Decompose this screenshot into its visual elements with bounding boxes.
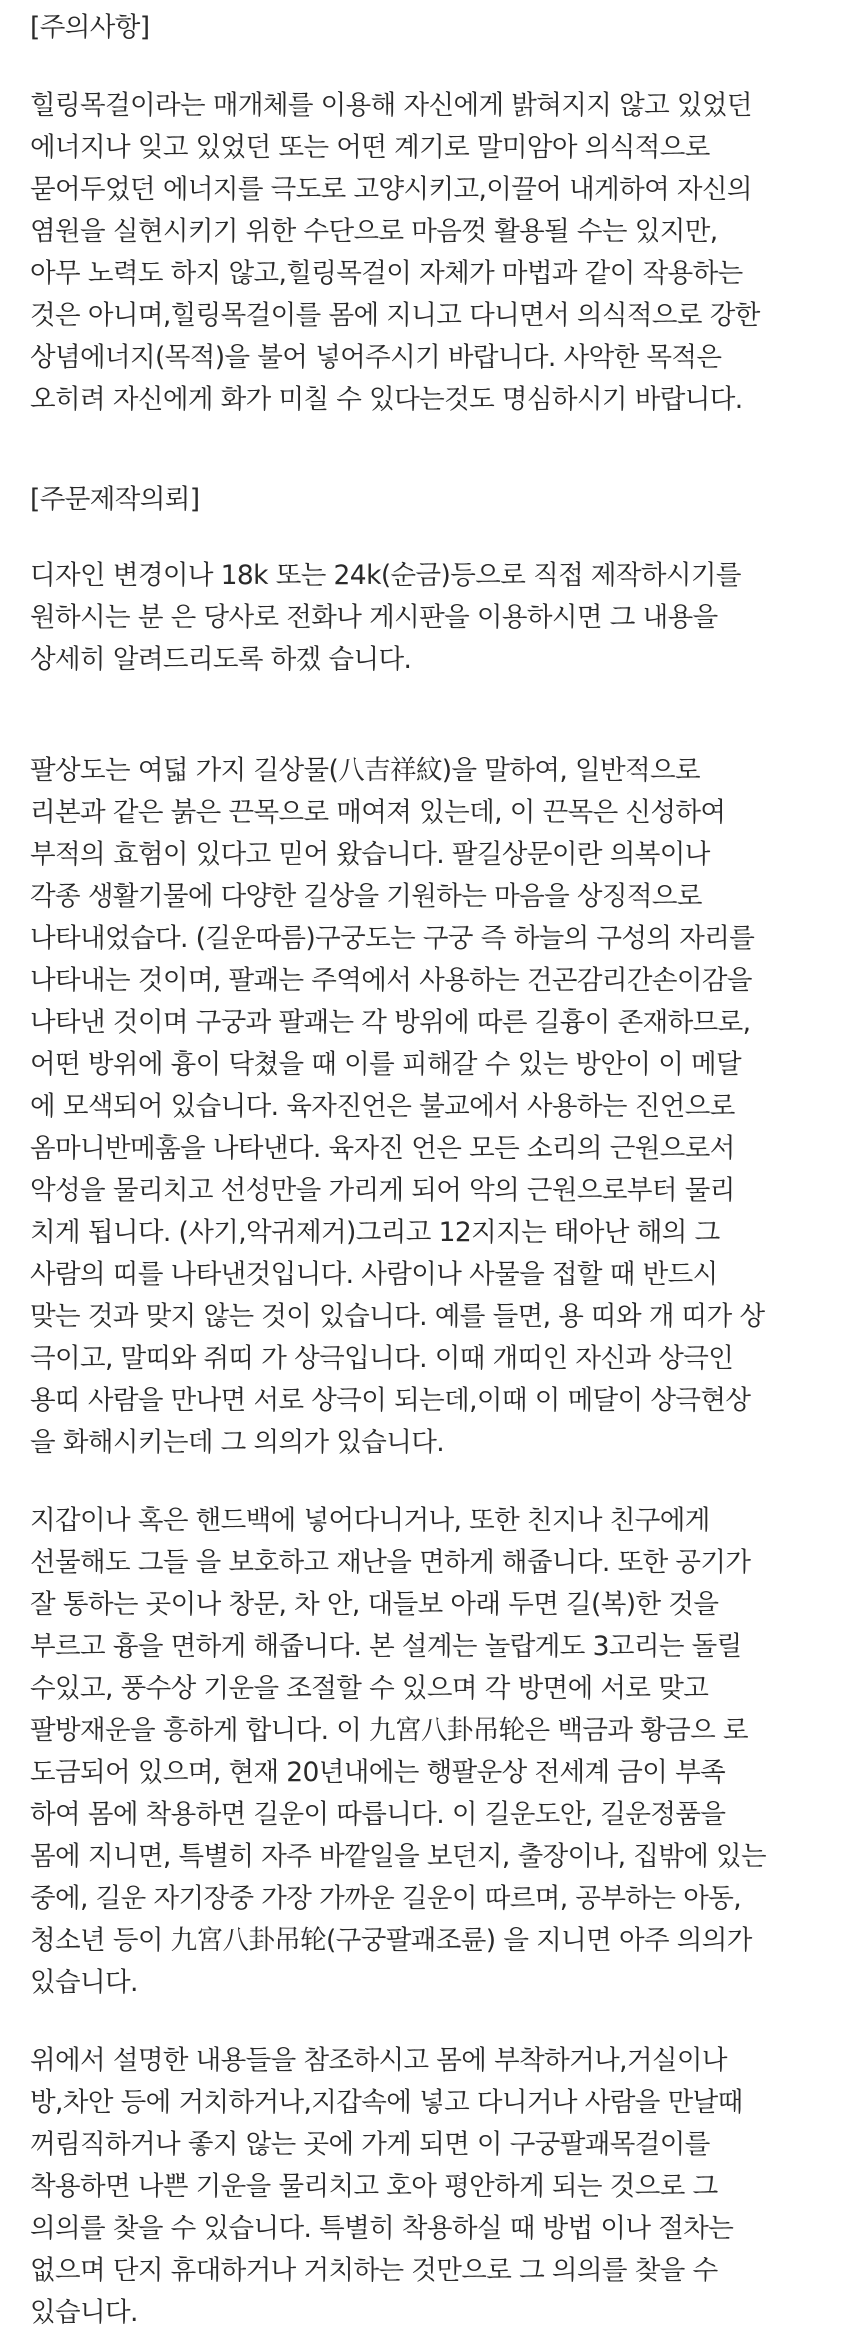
palsangdo-line: 에 모색되어 있습니다. 육자진언은 불교에서 사용하는 진언으로: [30, 1091, 735, 1122]
wallet-line: 있습니다.: [30, 1967, 138, 1998]
palsangdo-line: 치게 됩니다. (사기,악귀제거)그리고 12지지는 태아난 해의 그: [30, 1217, 720, 1248]
wallet-line: 지갑이나 혹은 핸드백에 넣어다니거나, 또한 친지나 친구에게: [30, 1505, 710, 1536]
caution-line: 염원을 실현시키기 위한 수단으로 마음껏 활용될 수는 있지만,: [30, 216, 718, 247]
palsangdo-line: 악성을 물리치고 선성만을 가리게 되어 악의 근원으로부터 물리: [30, 1175, 735, 1206]
usage-line: 방,차안 등에 거치하거나,지갑속에 넣고 다니거나 사람을 만날때: [30, 2087, 743, 2118]
caution-line: 묻어두었던 에너지를 극도로 고양시키고,이끌어 내게하여 자신의: [30, 174, 752, 205]
caution-line: 오히려 자신에게 화가 미칠 수 있다는것도 명심하시기 바랍니다.: [30, 384, 743, 415]
palsangdo-line: 어떤 방위에 흉이 닥쳤을 때 이를 피해갈 수 있는 방안이 이 메달: [30, 1049, 742, 1080]
palsangdo-line: 나타낸 것이며 구궁과 팔괘는 각 방위에 따른 길흉이 존재하므로,: [30, 1007, 751, 1038]
wallet-line: 중에, 길운 자기장중 가장 가까운 길운이 따르며, 공부하는 아동,: [30, 1883, 742, 1914]
wallet-line: 도금되어 있으며, 현재 20년내에는 행팔운상 전세계 금이 부족: [30, 1757, 726, 1788]
palsangdo-line: 옴마니반메훔을 나타낸다. 육자진 언은 모든 소리의 근원으로서: [30, 1133, 735, 1164]
custom-order-line: 상세히 알려드리도록 하겠 습니다.: [30, 644, 412, 675]
usage-line: 없으며 단지 휴대하거나 거치하는 것만으로 그 의의를 찾을 수: [30, 2255, 718, 2286]
caution-heading: [주의사항]: [30, 12, 150, 43]
wallet-line: 선물해도 그들 을 보호하고 재난을 면하게 해줍니다. 또한 공기가: [30, 1547, 751, 1578]
palsangdo-line: 나타내는 것이며, 팔괘는 주역에서 사용하는 건곤감리간손이감을: [30, 965, 752, 996]
palsangdo-line: 극이고, 말띠와 쥐띠 가 상극입니다. 이때 개띠인 자신과 상극인: [30, 1343, 734, 1374]
wallet-line: 수있고, 풍수상 기운을 조절할 수 있으며 각 방면에 서로 맞고: [30, 1673, 709, 1704]
palsangdo-line: 나타내었습다. (길운따름)구궁도는 구궁 즉 하늘의 구성의 자리를: [30, 923, 755, 954]
wallet-line: 잘 통하는 곳이나 창문, 차 안, 대들보 아래 두면 길(복)한 것을: [30, 1589, 719, 1620]
palsangdo-line: 용띠 사람을 만나면 서로 상극이 되는데,이때 이 메달이 상극현상: [30, 1385, 751, 1416]
wallet-line: 청소년 등이 九宮八卦吊轮(구궁팔괘조륜) 을 지니면 아주 의의가: [30, 1925, 752, 1956]
palsangdo-line: 맞는 것과 맞지 않는 것이 있습니다. 예를 들면, 용 띠와 개 띠가 상: [30, 1301, 765, 1332]
palsangdo-line: 을 화해시키는데 그 의의가 있습니다.: [30, 1427, 445, 1458]
caution-line: 에너지나 잊고 있었던 또는 어떤 계기로 말미암아 의식적으로: [30, 132, 710, 163]
caution-line: 힐링목걸이라는 매개체를 이용해 자신에게 밝혀지지 않고 있었던: [30, 90, 752, 121]
palsangdo-line: 팔상도는 여덟 가지 길상물(八吉祥紋)을 말하여, 일반적으로: [30, 755, 700, 786]
palsangdo-line: 사람의 띠를 나타낸것입니다. 사람이나 사물을 접할 때 반드시: [30, 1259, 718, 1290]
custom-order-line: 원하시는 분 은 당사로 전화나 게시판을 이용하시면 그 내용을: [30, 602, 718, 633]
usage-line: 의의를 찾을 수 있습니다. 특별히 착용하실 때 방법 이나 절차는: [30, 2213, 734, 2244]
usage-line: 착용하면 나쁜 기운을 물리치고 호아 평안하게 되는 것으로 그: [30, 2171, 718, 2202]
caution-line: 상념에너지(목적)을 불어 넣어주시기 바랍니다. 사악한 목적은: [30, 342, 722, 373]
wallet-line: 하여 몸에 착용하면 길운이 따릅니다. 이 길운도안, 길운정품을: [30, 1799, 726, 1830]
custom-order-heading: [주문제작의뢰]: [30, 484, 200, 515]
usage-line: 위에서 설명한 내용들을 참조하시고 몸에 부착하거나,거실이나: [30, 2045, 727, 2076]
palsangdo-line: 각종 생활기물에 다양한 길상을 기원하는 마음을 상징적으로: [30, 881, 702, 912]
wallet-line: 부르고 흉을 면하게 해줍니다. 본 설계는 놀랍게도 3고리는 돌릴: [30, 1631, 742, 1662]
caution-line: 것은 아니며,힐링목걸이를 몸에 지니고 다니면서 의식적으로 강한: [30, 300, 760, 331]
wallet-line: 팔방재운을 흥하게 합니다. 이 九宮八卦吊轮은 백금과 황금으 로: [30, 1715, 748, 1746]
palsangdo-line: 리본과 같은 붉은 끈목으로 매여져 있는데, 이 끈목은 신성하여: [30, 797, 726, 828]
palsangdo-line: 부적의 효험이 있다고 믿어 왔습니다. 팔길상문이란 의복이나: [30, 839, 710, 870]
usage-line: 꺼림직하거나 좋지 않는 곳에 가게 되면 이 구궁팔괘목걸이를: [30, 2129, 710, 2160]
usage-line: 있습니다.: [30, 2297, 138, 2328]
custom-order-line: 디자인 변경이나 18k 또는 24k(순금)등으로 직접 제작하시기를: [30, 560, 741, 591]
wallet-line: 몸에 지니면, 특별히 자주 바깥일을 보던지, 출장이나, 집밖에 있는: [30, 1841, 767, 1872]
caution-line: 아무 노력도 하지 않고,힐링목걸이 자체가 마법과 같이 작용하는: [30, 258, 743, 289]
